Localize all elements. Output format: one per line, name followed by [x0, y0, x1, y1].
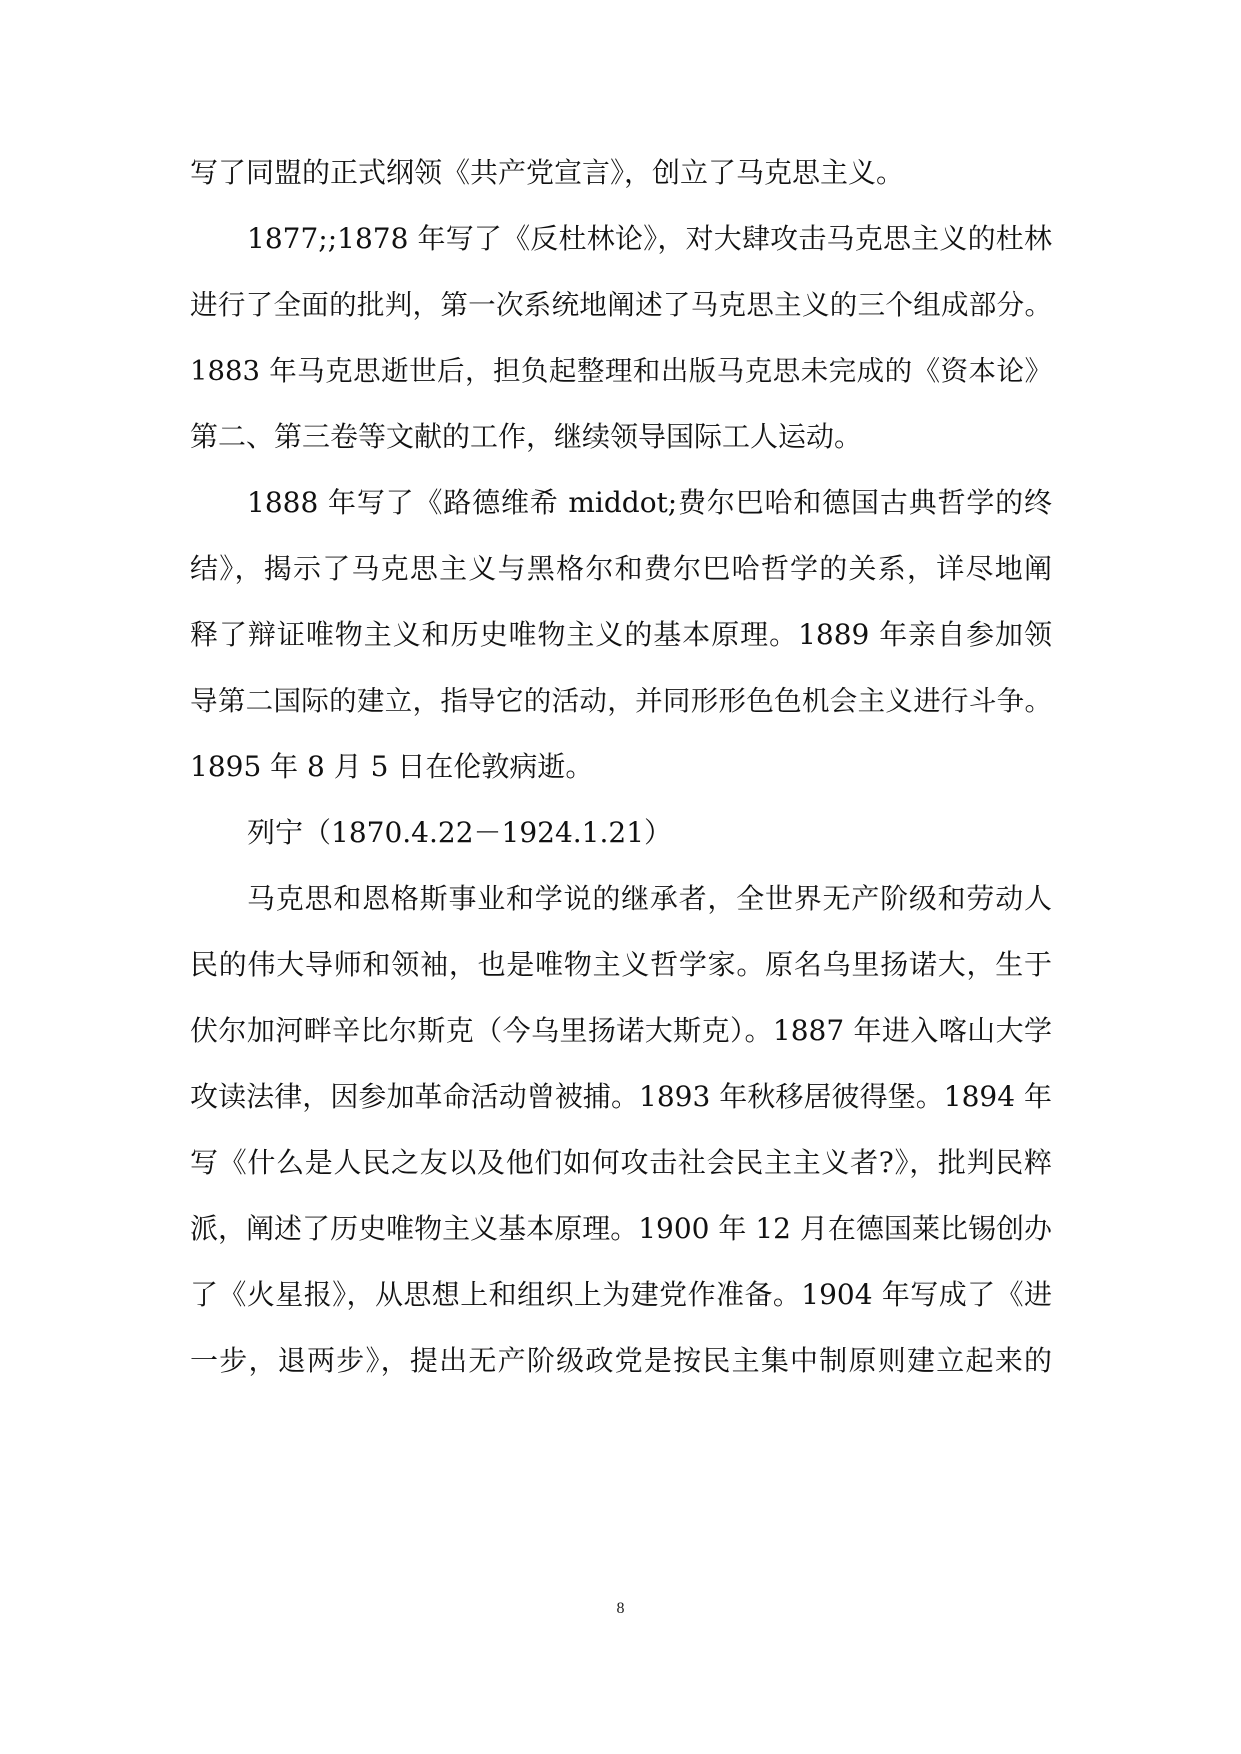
text-line: 第二、第三卷等文献的工作，继续领导国际工人运动。 [190, 420, 863, 453]
text-line: 伏尔加河畔辛比尔斯克（今乌里扬诺大斯克）。1887 年进入喀山大学 [190, 1014, 1052, 1047]
text-line: 导第二国际的建立，指导它的活动，并同形形色色机会主义进行斗争。 [190, 685, 1052, 717]
text-line: 写《什么是人民之友以及他们如何攻击社会民主主义者?》，批判民粹 [190, 1146, 1052, 1179]
text-line: 1888 年写了《路德维希 middot;费尔巴哈和德国古典哲学的终 [247, 486, 1052, 519]
text-line: 1877;;1878 年写了《反杜林论》，对大肆攻击马克思主义的杜林 [247, 222, 1052, 255]
text-line: 派，阐述了历史唯物主义基本原理。1900 年 12 月在德国莱比锡创办 [190, 1212, 1052, 1245]
text-line: 马克思和恩格斯事业和学说的继承者，全世界无产阶级和劳动人 [247, 882, 1052, 915]
text-line: 一步，退两步》，提出无产阶级政党是按民主集中制原则建立起来的 [190, 1344, 1052, 1377]
text-line: 结》，揭示了马克思主义与黑格尔和费尔巴哈哲学的关系，详尽地阐 [190, 552, 1052, 585]
text-line: 攻读法律，因参加革命活动曾被捕。1893 年秋移居彼得堡。1894 年 [190, 1080, 1052, 1113]
text-line: 民的伟大导师和领袖，也是唯物主义哲学家。原名乌里扬诺大，生于 [190, 948, 1052, 981]
text-line: 1895 年 8 月 5 日在伦敦病逝。 [190, 750, 594, 783]
text-line: 了《火星报》，从思想上和组织上为建党作准备。1904 年写成了《进 [190, 1278, 1052, 1311]
text-line: 释了辩证唯物主义和历史唯物主义的基本原理。1889 年亲自参加领 [190, 618, 1052, 651]
text-line: 列宁（1870.4.22－1924.1.21） [247, 816, 673, 849]
page-number: 8 [616, 1600, 625, 1617]
text-line: 进行了全面的批判，第一次系统地阐述了马克思主义的三个组成部分。 [190, 289, 1052, 321]
body-text [190, 140, 1052, 1394]
text-line: 写了同盟的正式纲领《共产党宣言》，创立了马克思主义。 [190, 156, 905, 189]
text-line: 1883 年马克思逝世后，担负起整理和出版马克思未完成的《资本论》 [190, 355, 1052, 387]
